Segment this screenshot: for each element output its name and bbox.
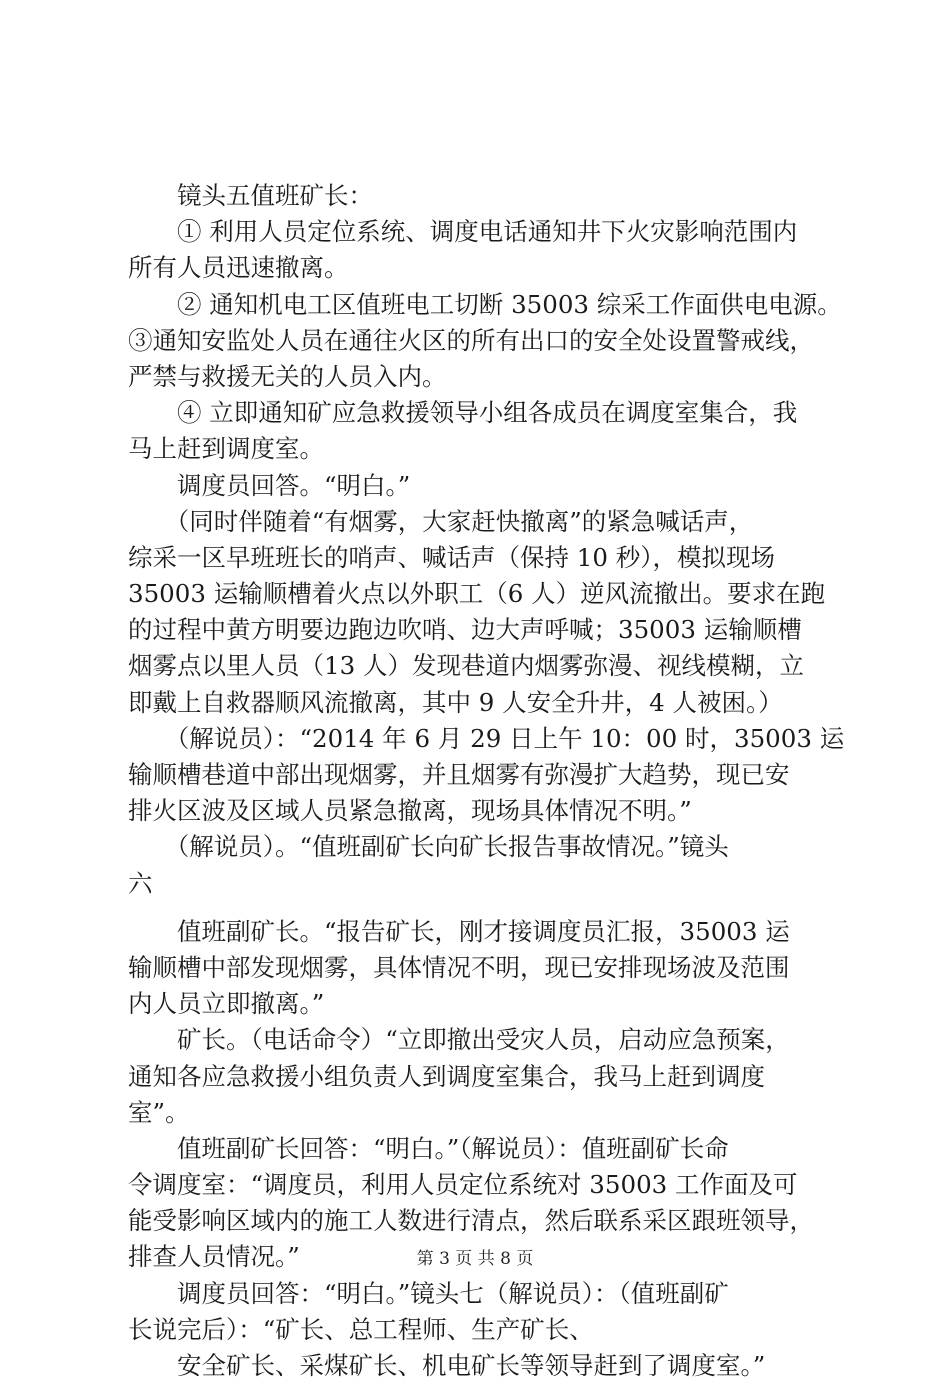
text-line: 值班副矿长回答：“明白。”（解说员）：值班副矿长命 [128,1133,729,1163]
text-line: （同时伴随着“有烟雾，大家赶快撤离”的紧急喊话声， [128,506,754,536]
text-line: 值班副矿长。“报告矿长，刚才接调度员汇报，35003 运 [128,916,790,946]
text-line: （解说员）。“值班副矿长向矿长报告事故情况。”镜头 [128,832,729,862]
text-line: 严禁与救援无关的人员入内。 [128,361,447,391]
page-footer: 第 3 页 共 8 页 [416,1249,534,1269]
paragraph-gap [128,902,844,914]
text-line: （解说员）：“2014 年 6 月 29 日上午 10：00 时，35003 运 [128,723,844,753]
text-line: 能受影响区域内的施工人数进行清点，然后联系采区跟班领导， [128,1206,814,1236]
text-line: 排火区波及区域人员紧急撤离，现场具体情况不明。” [128,796,692,826]
text-line: 综采一区早班班长的哨声、喊话声（保持 10 秒），模拟现场 [128,542,775,572]
text-line: 调度员回答。“明白。” [128,470,411,500]
text-line: 输顺槽中部发现烟雾，具体情况不明，现已安排现场波及范围 [128,952,790,982]
text-line: 矿长。（电话命令）“立即撤出受灾人员，启动应急预案， [128,1025,790,1055]
document-body [128,178,844,1384]
text-line: 内人员立即撤离。” [128,989,325,1019]
text-line: 六 [128,868,153,898]
text-line: 烟雾点以里人员（13 人）发现巷道内烟雾弥漫、视线模糊，立 [128,651,804,681]
text-line: 长说完后）：“矿长、总工程师、生产矿长、 [128,1314,594,1344]
text-line: 调度员回答：“明白。”镜头七（解说员）：（值班副矿 [128,1278,729,1308]
text-line: ③通知安监处人员在通往火区的所有出口的安全处设置警戒线， [128,325,814,355]
text-line: 排查人员情况。” [128,1242,300,1272]
text-line: 所有人员迅速撤离。 [128,253,349,283]
text-line: 安全矿长、采煤矿长、机电矿长等领导赶到了调度室。” [128,1351,766,1380]
text-line: 通知各应急救援小组负责人到调度室集合，我马上赶到调度 [128,1061,765,1091]
text-line: 马上赶到调度室。 [128,434,324,464]
text-line: ② 通知机电工区值班电工切断 35003 综采工作面供电电源。 [128,289,842,319]
text-line: 35003 运输顺槽着火点以外职工（6 人）逆风流撤出。要求在跑 [128,579,826,609]
text-line: ④ 立即通知矿应急救援领导小组各成员在调度室集合，我 [128,398,798,428]
text-line: 镜头五值班矿长： [128,181,373,210]
text-line: 输顺槽巷道中部出现烟雾，并且烟雾有弥漫扩大趋势，现已安 [128,760,790,789]
text-line: 令调度室：“调度员，利用人员定位系统对 35003 工作面及可 [128,1170,798,1200]
text-line: ① 利用人员定位系统、调度电话通知井下火灾影响范围内 [128,217,798,247]
text-line: 室”。 [128,1097,190,1127]
text-line: 的过程中黄方明要边跑边吹哨、边大声呼喊；35003 运输顺槽 [128,615,802,645]
text-line: 即戴上自救器顺风流撤离，其中 9 人安全升井，4 人被困。） [128,687,783,717]
